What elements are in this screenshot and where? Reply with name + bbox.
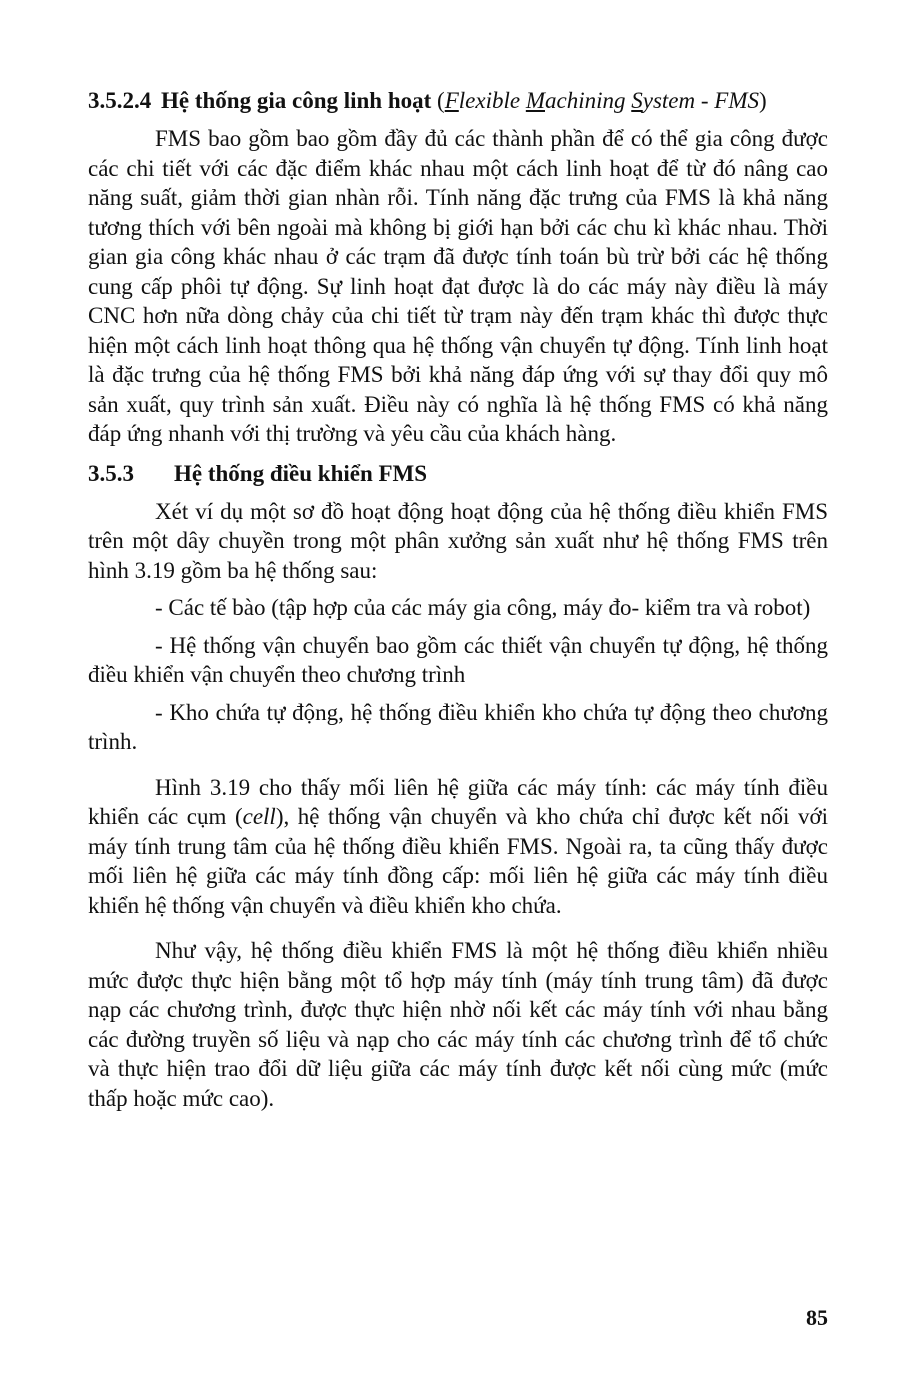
italic-term: cell	[242, 804, 276, 829]
paragraph-fms-description: FMS bao gồm bao gồm đầy đủ các thành phần để có thể gia công được các chi tiết với các đặc điểm khác nhau một cách linh hoạt để từ đó nâng cao năng suất, giảm thời gian nhàn rỗi. Tính năng đặc trưng của FMS là khả năng tương thích với bên ngoài mà không bị giới hạn bởi các chu kì khác nhau. Thời gian gia công khác nhau ở các trạm đã được tính toán bù trừ bởi các hệ thống cung cấp phôi tự động. Sự linh hoạt đạt được là do các máy này điều là máy CNC hơn nữa dòng chảy của chi tiết từ trạm này đến trạm khác thì được thực hiện một cách linh hoạt thông qua hệ thống vận chuyển tự động. Tính linh hoạt là đặc trưng của hệ thống FMS bởi khả năng đáp ứng với sự thay đổi quy mô sản xuất, quy trình sản xuất. Điều này có nghĩa là hệ thống FMS có khả năng đáp ứng nhanh với thị trường và yêu cầu của khách hàng.	[88, 126, 828, 446]
section-heading-3-5-2-4	[88, 86, 828, 116]
heading-acronym-expansion: (Flexible Machining System - FMS)	[437, 88, 767, 113]
paragraph-control-example: Xét ví dụ một sơ đồ hoạt động hoạt động của hệ thống điều khiển FMS trên một dây chuyền trong một phân xưởng sản xuất như hệ thống FMS trên hình 3.19 gồm ba hệ thống sau:	[88, 498, 828, 583]
list-item: - Hệ thống vận chuyển bao gồm các thiết vận chuyển tự động, hệ thống điều khiển vận chuyển theo chương trình	[88, 632, 828, 687]
section-heading-3-5-3	[88, 459, 828, 489]
page-content	[88, 86, 828, 1113]
heading-title: Hệ thống điều khiển FMS	[174, 460, 428, 486]
paragraph-computer-relations: Hình 3.19 cho thấy mối liên hệ giữa các máy tính: các máy tính điều khiển các cụm (cell), hệ thống vận chuyển và kho chứa chỉ được kết nối với máy tính trung tâm của hệ thống điều khiển FMS. Ngoài ra, ta cũng thấy được mối liên hệ giữa các máy tính đồng cấp: mối liên hệ giữa các máy tính điều khiển hệ thống vận chuyển và điều khiển kho chứa.	[88, 774, 829, 918]
list-item: - Kho chứa tự động, hệ thống điều khiển kho chứa tự động theo chương trình.	[88, 699, 828, 754]
paragraph-multilevel-control: Như vậy, hệ thống điều khiển FMS là một hệ thống điều khiển nhiều mức được thực hiện bằng một tổ hợp máy tính (máy tính trung tâm) đã được nạp các chương trình, được thực hiện nhờ nối kết các máy tính với nhau bằng các đường truyền số liệu và nạp cho các máy tính các chương trình để tổ chức và thực hiện trao đổi dữ liệu giữa các máy tính được kết nối cùng mức (mức thấp hoặc mức cao).	[88, 938, 828, 1111]
list-item: - Các tế bào (tập hợp của các máy gia công, máy đo- kiểm tra và robot)	[155, 595, 811, 620]
heading-title: Hệ thống gia công linh hoạt	[161, 88, 432, 113]
heading-number: 3.5.2.4	[88, 88, 152, 113]
page-number: 85	[806, 1305, 828, 1330]
heading-number: 3.5.3	[88, 460, 134, 486]
